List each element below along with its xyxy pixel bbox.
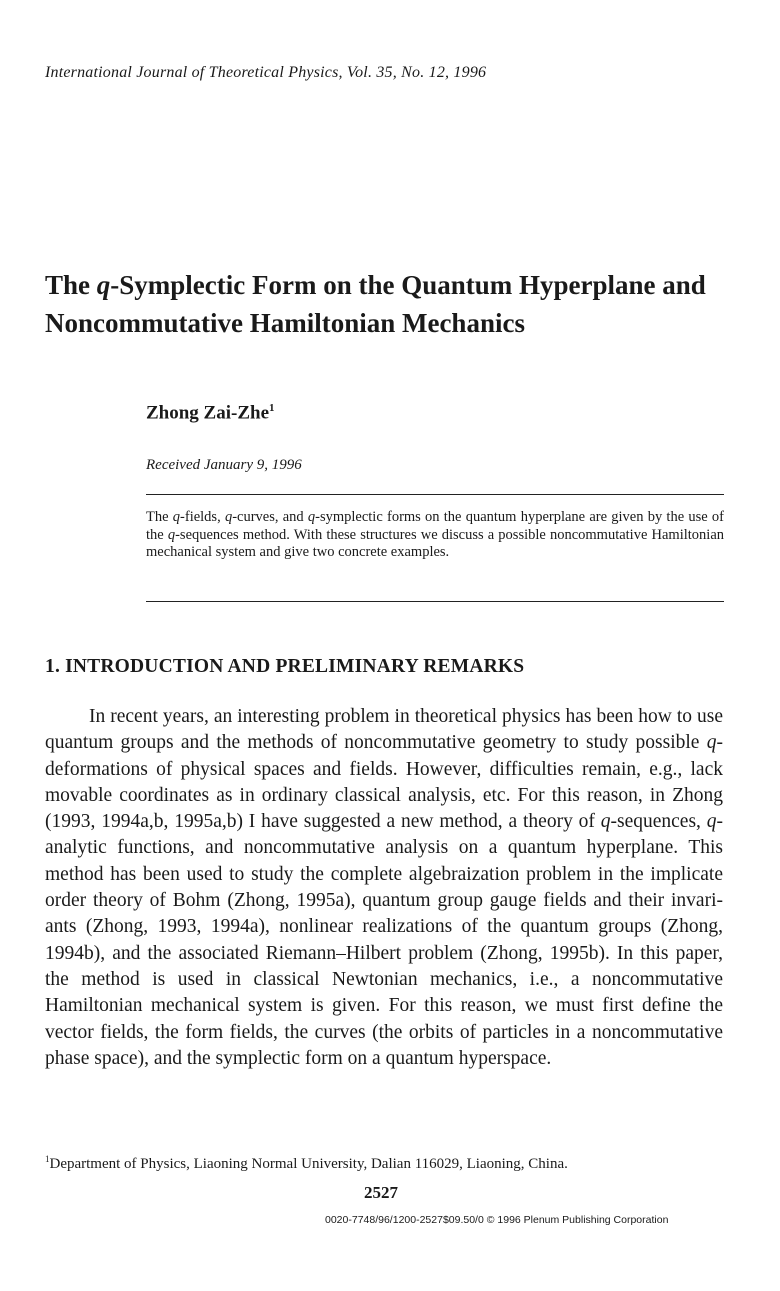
paper-title: The q-Symplectic Form on the Quantum Hyperplane and Noncommutative Hamiltonian Mechanics	[45, 270, 706, 338]
author-name: Zhong Zai-Zhe$^1$	[146, 402, 275, 424]
page-number: 2527	[364, 1183, 398, 1202]
journal-citation: International Journal of Theoretical Physics, Vol. 35, No. 12, 1996	[45, 64, 487, 81]
abstract-bottom-rule	[146, 601, 724, 602]
body-paragraph: In recent years, an interesting problem in theoretical physics has been how to use quantum groups and the methods of noncommutative geometry to study possible q-deformations of physical spaces and fields. However, difficulties remain, e.g., lack movable coordinates as in ordinary classical analysis, etc. For this reason, in Zhong (1993, 1994a,b, 1995a,b) I have suggested a new method, a theory of q-sequences, q-analytic functions, and noncommutative analysis on a quantum hyperplane. This method has been used to study the complete algebraization problem in the implicate order theory of Bohm (Zhong, 1995a), quantum group gauge fields and their invariants (Zhong, 1993, 1994a), nonlinear realizations of the quantum groups (Zhong, 1994b), and the associated Riemann–Hilbert problem (Zhong, 1995b). In this paper, the method is used in classical Newtonian mechanics, i.e., a noncommutative Hamiltonian mechanical system is given. For this reason, we must first define the vector fields, the form fields, the curves (the orbits of particles in a noncommutative phase space), and the symplectic form on a quantum hyperspace.	[45, 706, 724, 1069]
abstract-top-rule	[146, 494, 724, 495]
received-date: Received January 9, 1996	[146, 457, 302, 473]
footnote: $^1$Department of Physics, Liaoning Normal University, Dalian 116029, Liaoning, China.	[45, 1154, 568, 1172]
copyright-line: 0020-7748/96/1200-2527$09.50/0 © 1996 Plenum Publishing Corporation	[325, 1214, 669, 1226]
footnote-marker: 1	[45, 1154, 50, 1164]
author-footnote-marker: 1	[269, 402, 275, 414]
abstract: The q-fields, q-curves, and q-symplectic forms on the quantum hyperplane are given by the use of the q-sequences method. With these structures we discuss a possible noncommutative Hamiltonian mechanical system and give two concrete examples.	[146, 509, 725, 561]
section-heading: 1. INTRODUCTION AND PRELIMINARY REMARKS	[45, 656, 525, 677]
